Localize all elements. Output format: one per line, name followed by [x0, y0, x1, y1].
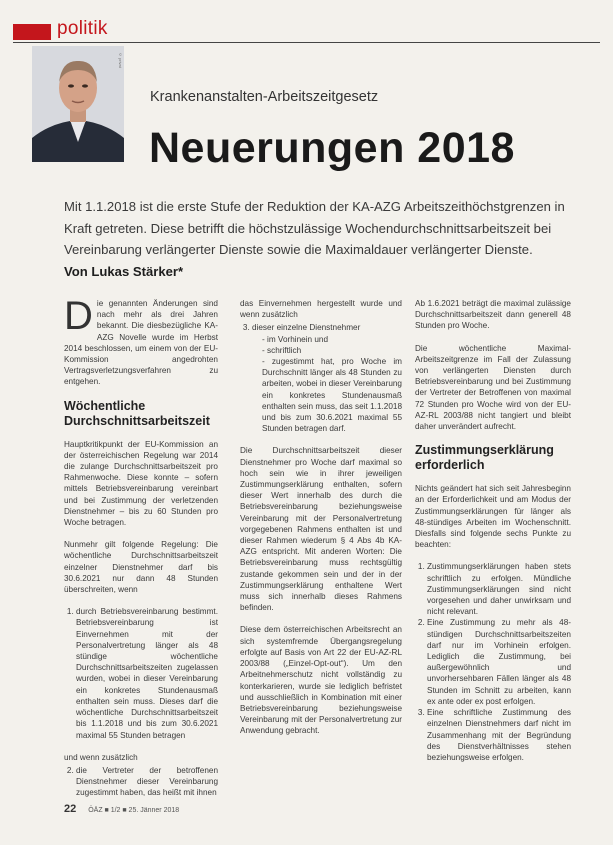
paragraph: Diese dem österreichischen Arbeitsrecht an sich systemfremde Übergangsregelung erfolgte auf Basis von Art 22 der EU-AZ-RL 2003/88 („Einzel-Opt-out“). Um den Arbeitnehmerschutz nicht vollständig zu konterkarieren, wurde sie lediglich befristet und ausschließlich in Kombination mit einer Betriebsvereinbarung beziehungsweise Vereinbarung mit der Personalvertretung zur Anwendung gebracht.: [240, 625, 402, 736]
page-footer: [64, 803, 179, 815]
paragraph: Die Durchschnittsarbeitszeit dieser Dienstnehmer pro Woche darf maximal so hoch sein wie in ihrer jeweiligen Zustimmungserklärung enthalten, sofern dieser Wert innerhalb des durch die Betriebsvereinbarung beziehungsweise Vereinbarung mit der Personalvertretung vorgegebenen Rahmens enthalten ist und dieser Rahmen wiederum § 4 Abs 4b KA-AZG entspricht. Mit anderen Worten: Die Betriebsvereinbarung muss rechtsgültig zustande gekommen sein und der in der Zustimmungserklärung enthaltene Wert muss sich innerhalb dieses Rahmens befinden.: [240, 446, 402, 613]
dash-item: - schriftlich: [262, 345, 402, 356]
points-list: [415, 561, 571, 763]
dash-item: - im Vorhinein und: [262, 334, 402, 345]
list-item: 1. durch Betriebsvereinbarung bestimmt. Betriebsvereinbarung ist Einvernehmen mit der Personalvertretung länger als 48 stündige wöchentliche Durchschnittsarbeitszeiten zugelassen wurden, wobei in dieser Vereinbarung ein konkretes Stundenausmaß enthalten sein muss. Dieses darf die wöchentliche Durchschnittsarbeitszeit bis 1.1.2018 und bis zum 30.6.2021 maximal 55 Stunden betragen: [76, 606, 218, 740]
list-item: 2. die Vertreter der betroffenen Dienstnehmer dieser Vereinbarung zugestimmt haben, das heißt mit ihnen: [76, 765, 218, 799]
section-label: politik: [57, 18, 108, 39]
section-divider: [13, 42, 600, 43]
text-column-3: [415, 298, 571, 774]
intro-paragraph: [64, 294, 218, 388]
paragraph: Ab 1.6.2021 beträgt die maximal zulässige Durchschnittsarbeitszeit dann generell 48 Stunden pro Woche.: [415, 299, 571, 331]
article-lead: [64, 196, 584, 282]
dash-list: [252, 334, 402, 435]
text-column-2: [240, 298, 402, 748]
byline: Von Lukas Stärker*: [64, 263, 184, 279]
condition-list-3: [240, 322, 402, 434]
publication-info: ÖÄZ ■ 1/2 ■ 25. Jänner 2018: [88, 807, 180, 814]
drop-cap: D: [64, 294, 93, 338]
page-number: 22: [64, 803, 77, 815]
paragraph: Nunmehr gilt folgende Regelung: Die wöchentliche Durchschnittsarbeitszeit einzelner Dienstnehmer darf bis 30.6.2021 nur dann 48 Stunden überschreiten, wenn: [64, 540, 218, 595]
text-column-1: [64, 294, 218, 810]
portrait-image: [32, 46, 124, 162]
photo-credit: © privat: [118, 52, 123, 68]
author-photo: [32, 46, 124, 162]
paragraph: und wenn zusätzlich: [64, 752, 138, 762]
list-item: 2. Eine Zustimmung zu mehr als 48-stündigen Durchschnittsarbeitszeiten darf nur im Vorhinein erfolgen. Lediglich die Zustimmung, bei außergewöhnlich und unvorhersehbaren Fällen länger als 48 Stunden im Schnitt zu arbeiten, kann ex ante oder ex post erfolgen.: [427, 617, 571, 707]
paragraph: Hauptkritikpunkt der EU-Kommission an der österreichischen Regelung war 2014 die zulange Durchschnittsarbeitszeit pro Rahmenwoche. Diese konnte – sofern mittels Betriebsvereinbarung vereinbart und bei Zustimmung der verletzenden Dienstnehmer – bis zu 60 Stunden pro Woche betragen.: [64, 439, 218, 528]
lead-text: Mit 1.1.2018 ist die erste Stufe der Reduktion der KA-AZG Arbeitszeithöchstgrenzen in Kraft getreten. Diese betrifft die höchstzulässige Wochendurchschnittsarbeitszeit bei Vereinbarung verlängerter Dienste sowie die Maximaldauer verlängerter Dienste.: [64, 199, 565, 257]
subheading-zustimmung: Zustimmungserklärung erforderlich: [415, 443, 554, 473]
condition-list-cont: [64, 765, 218, 799]
intro-text: ie genannten Änderungen sind nach mehr als drei Jahren bekannt. Die diesbezügliche KA-AZG Novelle wurde im Herbst 2014 beschlossen, um einem von der EU-Kommission angedrohten Vertragsverletzungsverfahren zu entgehen.: [64, 299, 218, 387]
condition-list: [64, 606, 218, 740]
article-headline: Neuerungen 2018: [149, 124, 515, 172]
list-item: 3. Eine schriftliche Zustimmung des einzelnen Dienstnehmers darf nicht im Zusammenhang mit der Begründung des Dienstverhältnisses stehen beziehungsweise erfolgen.: [427, 707, 571, 763]
list-item-text: dieser einzelne Dienstnehmer: [252, 323, 361, 333]
dash-item: - zugestimmt hat, pro Woche im Durchschnitt länger als 48 Stunden zu arbeiten, wobei in dieser Vereinbarung ein konkretes Stundenausmaß enthalten sein muss, das seit 1.1.2018 und bis zum 30.6.2021 maximal 55 Stunden betragen darf.: [262, 356, 402, 434]
list-item: 1. Zustimmungserklärungen haben stets schriftlich zu erfolgen. Mündliche Zustimmungserklärungen sind nicht vorgesehen und daher unwirksam und nicht relevant.: [427, 561, 571, 617]
section-color-bar: [13, 24, 51, 40]
paragraph: das Einvernehmen hergestellt wurde und wenn zusätzlich: [240, 299, 402, 320]
paragraph: Die wöchentliche Maximal-Arbeitszeitgrenze im Fall der Zulassung von verlängerten Diensten durch Betriebsvereinbarung und bei Zustimmung der Vertreter der Betroffenen von maximal 72 Stunden pro Woche wird von der EU-AZ-RL 2003/88 nicht tangiert und bleibt daher unverändert aufrecht.: [415, 343, 571, 432]
subheading-durchschnitt: Wöchentliche Durchschnittsarbeitszeit: [64, 398, 210, 428]
paragraph: Nichts geändert hat sich seit Jahresbeginn an der Erforderlichkeit und am Modus der Zustimmungserklärungen für länger als 48-stündiges Arbeiten im Wochenschnitt. Diesfalls sind folgende sechs Punkte zu beachten:: [415, 484, 571, 550]
article-kicker: Krankenanstalten-Arbeitszeitgesetz: [150, 89, 379, 105]
list-item: [252, 322, 402, 434]
